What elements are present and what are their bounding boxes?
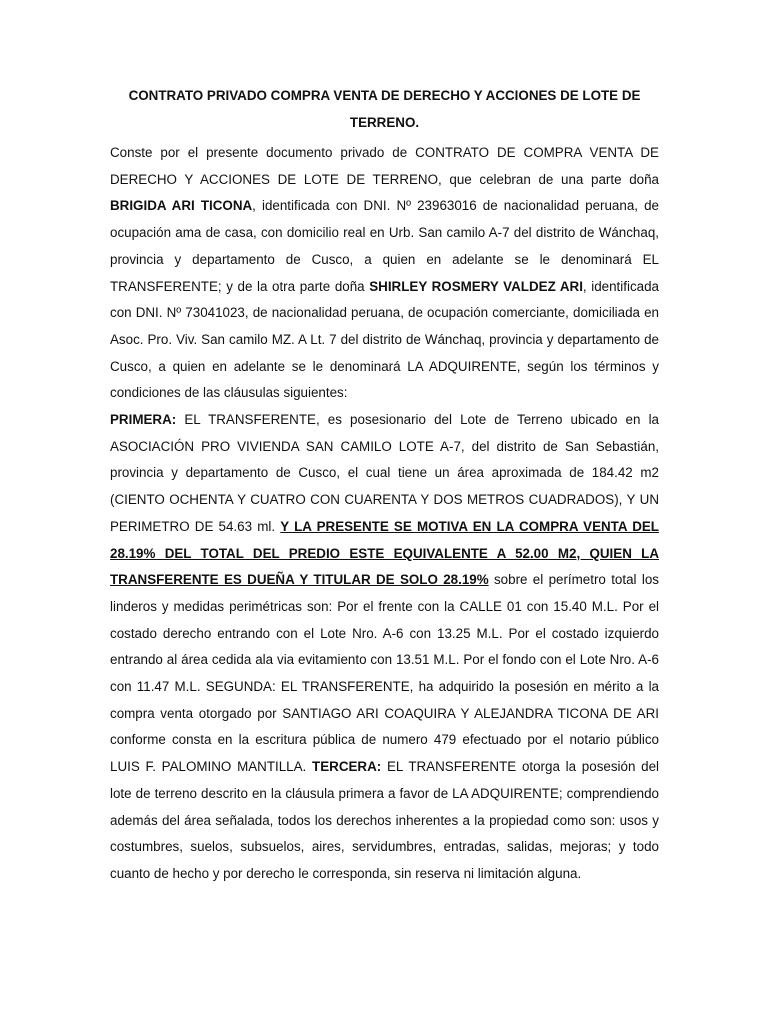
clauses-paragraph: [110, 407, 659, 888]
intro-text-1: Conste por el presente documento privado de CONTRATO DE COMPRA VENTA DE DERECHO Y ACCIONES DE LOTE DE TERRENO, que celebran de una parte doña: [110, 145, 659, 187]
seller-name: BRIGIDA ARI TICONA: [110, 198, 253, 214]
intro-paragraph: [110, 140, 659, 407]
buyer-name: SHIRLEY ROSMERY VALDEZ ARI: [369, 278, 583, 294]
clause-primera-underlined: Y LA PRESENTE SE MOTIVA EN LA COMPRA VENTA DEL 28.19% DEL TOTAL DEL PREDIO ESTE EQUIVALENTE A 52.00 M2, QUIEN LA TRANSFERENTE ES DUEÑA Y TITULAR DE SOLO 28.19%: [110, 518, 659, 588]
contract-title: [110, 82, 659, 136]
intro-text-3: , identificada con DNI. Nº 73041023, de nacionalidad peruana, de ocupación comerciante, domiciliada en Asoc. Pro. Viv. San camilo MZ. A Lt. 7 del distrito de Wánchaq, provincia y departamento de Cusco, a quien en adelante se le denominará LA ADQUIRENTE, según los términos y condiciones de las cláusulas siguientes:: [110, 278, 659, 401]
clause-tercera-text: EL TRANSFERENTE otorga la posesión del lote de terreno descrito en la cláusula primera a favor de LA ADQUIRENTE; comprendiendo además del área señalada, todos los derechos inherentes a la propiedad como son: usos y costumbres, suelos, subsuelos, aires, servidumbres, entradas, salidas, mejoras; y todo cuanto de hecho y por derecho le corresponda, sin reserva ni limitación alguna.: [110, 759, 660, 881]
intro-text-2: , identificada con DNI. Nº 23963016 de nacionalidad peruana, de ocupación ama de casa, con domicilio real en Urb. San camilo A-7 del distrito de Wánchaq, provincia y departamento de Cusco, a quien en adelante se le denominará EL TRANSFERENTE; y de la otra parte doña: [110, 198, 659, 294]
contract-title-line-2: TERRENO.: [349, 115, 420, 130]
clause-primera-text-2: sobre el perímetro total los linderos y medidas perimétricas son: Por el frente con la CALLE 01 con 15.40 M.L. Por el costado derecho entrando con el Lote Nro. A-6 con 13.25 M.L. Por el costado izquierdo entrando al área cedida ala via evitamiento con 13.51 M.L. Por el fondo con el Lote Nro. A-6 con 11.47 M.L. SEGUNDA: EL TRANSFERENTE, ha adquirido la posesión en mérito a la compra venta otorgado por SANTIAGO ARI COAQUIRA Y ALEJANDRA TICONA DE ARI conforme consta en la escritura pública de numero 479 efectuado por el notario público LUIS F. PALOMINO MANTILLA.: [110, 572, 659, 775]
contract-body: [110, 82, 659, 888]
clause-primera-text-1: EL TRANSFERENTE, es posesionario del Lote de Terreno ubicado en la ASOCIACIÓN PRO VIVIENDA SAN CAMILO LOTE A-7, del distrito de San Sebastián, provincia y departamento de Cusco, el cual tiene un área aproximada de 184.42 m2 (CIENTO OCHENTA Y CUATRO CON CUARENTA Y DOS METROS CUADRADOS), Y UN PERIMETRO DE 54.63 ml.: [110, 412, 659, 534]
contract-title-line-1: CONTRATO PRIVADO COMPRA VENTA DE DERECHO Y ACCIONES DE LOTE DE: [128, 88, 641, 103]
clause-primera-label: PRIMERA:: [110, 412, 177, 428]
clause-tercera-label: TERCERA:: [312, 759, 382, 775]
